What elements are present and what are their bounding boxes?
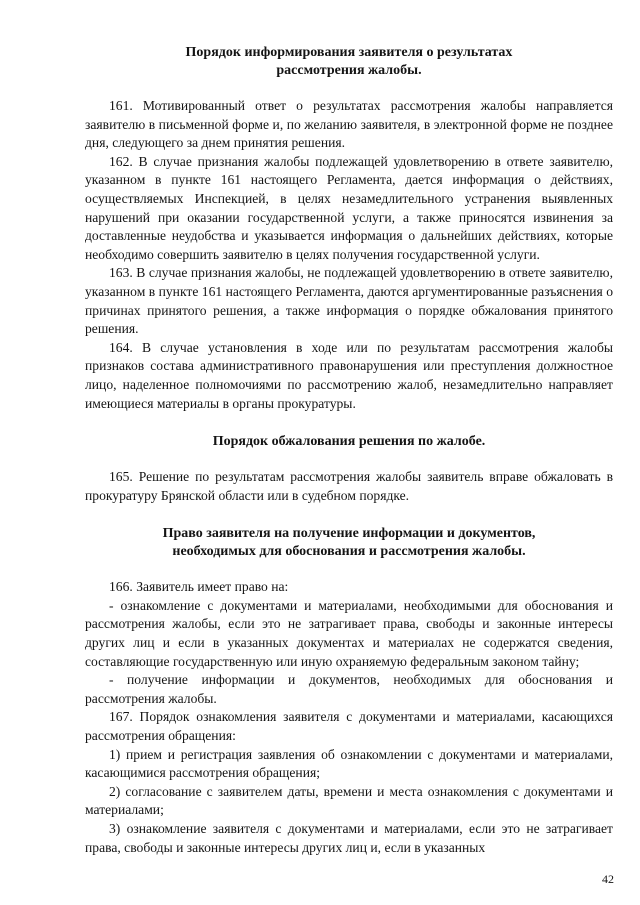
list-item: 2) согласование с заявителем даты, времени и места ознакомления с документами и материалами; [85,783,613,818]
paragraph-165: 165. Решение по результатам рассмотрения жалобы заявитель вправе обжаловать в прокуратуру Брянской области или в судебном порядке. [85,469,613,503]
paragraph-162: 162. В случае признания жалобы подлежащей удовлетворению в ответе заявителю, указанном в пункте 161 настоящего Регламента, дается информация о действиях, осуществляемых Инспекцией, в целях незамедлительного устранения выявленных нарушений при оказании государственной услуги, а также приносятся извинения за доставленные неудобства и указывается информация о дальнейших действиях, которые необходимо совершить заявителю в целях получения государственной услуги. [85,153,613,262]
section-appeal [85,433,613,505]
section-informing [85,44,613,413]
paragraph-167: 167. Порядок ознакомления заявителя с документами и материалами, касающихся рассмотрения обращения: [85,709,613,744]
list-item: 1) прием и регистрация заявления об ознакомлении с документами и материалами, касающимися рассмотрения обращения; [85,746,613,781]
section-heading: Право заявителя на получение информации и документов, необходимых для обоснования и рассмотрения жалобы. [162,526,536,560]
paragraph-161: 161. Мотивированный ответ о результатах рассмотрения жалобы направляется заявителю в письменной форме и, по желанию заявителя, в электронной форме не позднее дня, следующего за днем принятия решения. [85,98,613,151]
page-number: 42 [602,872,614,886]
section-rights [85,525,613,857]
paragraph-166: 166. Заявитель имеет право на: [109,579,289,595]
paragraph-163: 163. В случае признания жалобы, не подлежащей удовлетворению в ответе заявителю, указанном в пункте 161 настоящего Регламента, даются аргументированные разъяснения о причинах принятого решения, а также информация о порядке обжалования принятого решения. [85,265,613,337]
list-item: - ознакомление с документами и материалами, необходимыми для обоснования и рассмотрения жалобы, если это не затрагивает права, свободы и законные интересы других лиц и если в указанных документах и материалах не содержатся сведения, составляющие государственную или иную охраняемую федеральным законом тайну; [85,597,613,669]
list-item: 3) ознакомление заявителя с документами и материалами, если это не затрагивает права, свободы и законные интересы других лиц и, если в указанных [85,821,613,855]
section-heading: Порядок информирования заявителя о результатах рассмотрения жалобы. [185,45,513,78]
document-page [85,44,613,857]
list-item: - получение информации и документов, необходимых для обоснования и рассмотрения жалобы. [85,672,613,706]
section-heading: Порядок обжалования решения по жалобе. [212,434,486,450]
paragraph-164: 164. В случае установления в ходе или по результатам рассмотрения жалобы признаков состава административного правонарушения или преступления должностное лицо, наделенное полномочиями по рассмотрению жалоб, незамедлительно направляет имеющиеся материалы в органы прокуратуры. [85,339,613,411]
